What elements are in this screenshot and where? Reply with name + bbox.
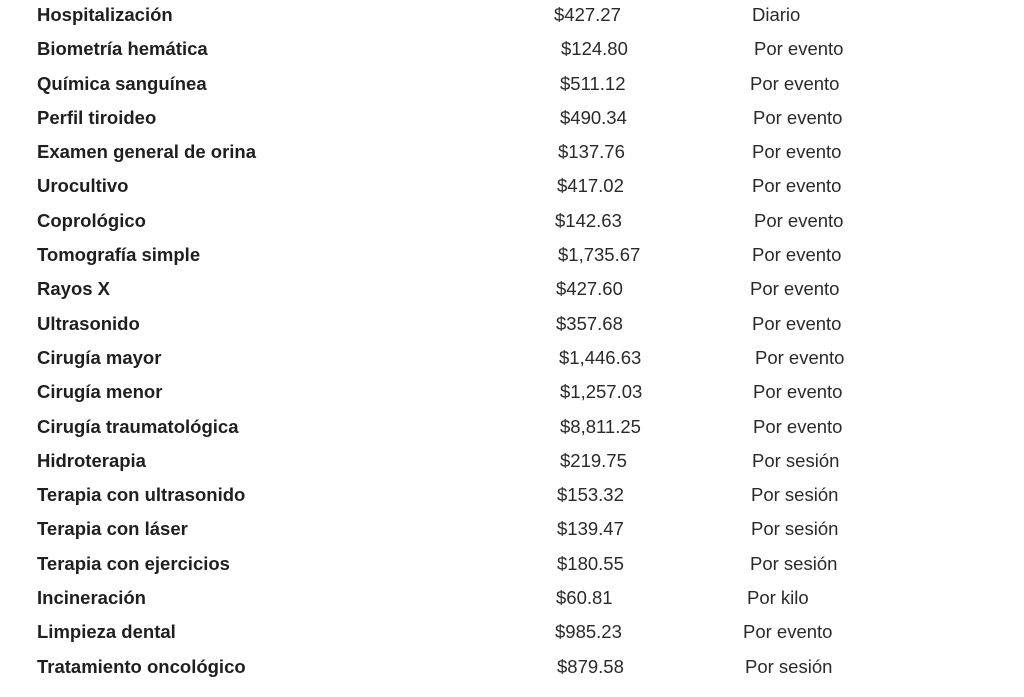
service-price: $142.63	[555, 209, 622, 231]
service-unit: Por evento	[753, 381, 843, 403]
service-unit: Por evento	[752, 175, 842, 197]
service-price: $490.34	[560, 106, 627, 128]
table-row	[0, 514, 1024, 548]
service-unit: Por evento	[755, 346, 845, 368]
table-row	[0, 309, 1024, 343]
service-unit: Por evento	[754, 209, 844, 231]
service-name: Rayos X	[37, 278, 111, 300]
service-unit: Por evento	[750, 72, 840, 94]
service-unit: Por evento	[752, 244, 842, 266]
service-price: $219.75	[560, 449, 627, 471]
service-price: $879.58	[557, 655, 624, 677]
table-row	[0, 206, 1024, 240]
service-price: $1,446.63	[559, 346, 642, 368]
service-price: $1,257.03	[560, 381, 643, 403]
service-unit: Por evento	[753, 106, 843, 128]
table-row	[0, 377, 1024, 411]
service-name: Ultrasonido	[37, 312, 140, 334]
service-name: Incineración	[37, 587, 146, 609]
service-name: Cirugía menor	[37, 381, 163, 403]
service-name: Biometría hemática	[37, 38, 208, 60]
table-row	[0, 0, 1024, 34]
table-row	[0, 69, 1024, 103]
service-name: Tratamiento oncológico	[37, 655, 246, 677]
table-row	[0, 171, 1024, 205]
service-unit: Por sesión	[750, 552, 838, 574]
service-unit: Por evento	[743, 621, 833, 643]
service-unit: Por evento	[750, 278, 840, 300]
service-name: Terapia con láser	[37, 518, 188, 540]
service-price: $985.23	[555, 621, 622, 643]
service-unit: Por sesión	[751, 484, 839, 506]
service-price: $153.32	[557, 484, 624, 506]
service-unit: Por sesión	[752, 449, 840, 471]
table-row	[0, 103, 1024, 137]
service-price: $427.27	[554, 4, 621, 25]
service-unit: Diario	[752, 4, 801, 25]
service-price: $1,735.67	[558, 244, 641, 266]
table-row	[0, 617, 1024, 651]
table-row	[0, 412, 1024, 446]
table-row	[0, 583, 1024, 617]
service-price: $8,811.25	[560, 415, 641, 437]
service-unit: Por sesión	[751, 518, 839, 540]
service-name: Terapia con ejercicios	[37, 552, 230, 574]
table-row	[0, 240, 1024, 274]
service-name: Examen general de orina	[37, 141, 257, 163]
service-name: Hidroterapia	[37, 449, 146, 471]
service-price: $60.81	[556, 587, 613, 609]
table-row	[0, 549, 1024, 583]
service-price: $124.80	[561, 38, 628, 60]
service-price: $137.76	[558, 141, 625, 163]
service-unit: Por sesión	[745, 655, 833, 677]
service-price: $139.47	[557, 518, 624, 540]
service-price: $427.60	[556, 278, 623, 300]
service-unit: Por evento	[754, 38, 844, 60]
service-name: Química sanguínea	[37, 72, 207, 94]
table-row	[0, 446, 1024, 480]
service-unit: Por evento	[752, 312, 842, 334]
service-name: Hospitalización	[37, 4, 173, 25]
service-price: $417.02	[557, 175, 624, 197]
service-unit: Por evento	[752, 141, 842, 163]
table-row	[0, 274, 1024, 308]
service-name: Terapia con ultrasonido	[37, 484, 246, 506]
table-row	[0, 343, 1024, 377]
table-row	[0, 480, 1024, 514]
service-name: Perfil tiroideo	[37, 106, 157, 128]
service-price: $180.55	[557, 552, 624, 574]
table-row	[0, 137, 1024, 171]
service-name: Cirugía traumatológica	[37, 415, 239, 437]
service-name: Urocultivo	[37, 175, 129, 197]
service-name: Limpieza dental	[37, 621, 176, 643]
service-unit: Por evento	[753, 415, 843, 437]
service-unit: Por kilo	[747, 587, 809, 609]
table-row	[0, 652, 1024, 686]
service-name: Cirugía mayor	[37, 346, 162, 368]
service-name: Tomografía simple	[37, 244, 201, 266]
service-name: Coprológico	[37, 209, 146, 231]
table-row	[0, 34, 1024, 68]
service-price: $357.68	[556, 312, 623, 334]
service-price: $511.12	[560, 72, 626, 94]
